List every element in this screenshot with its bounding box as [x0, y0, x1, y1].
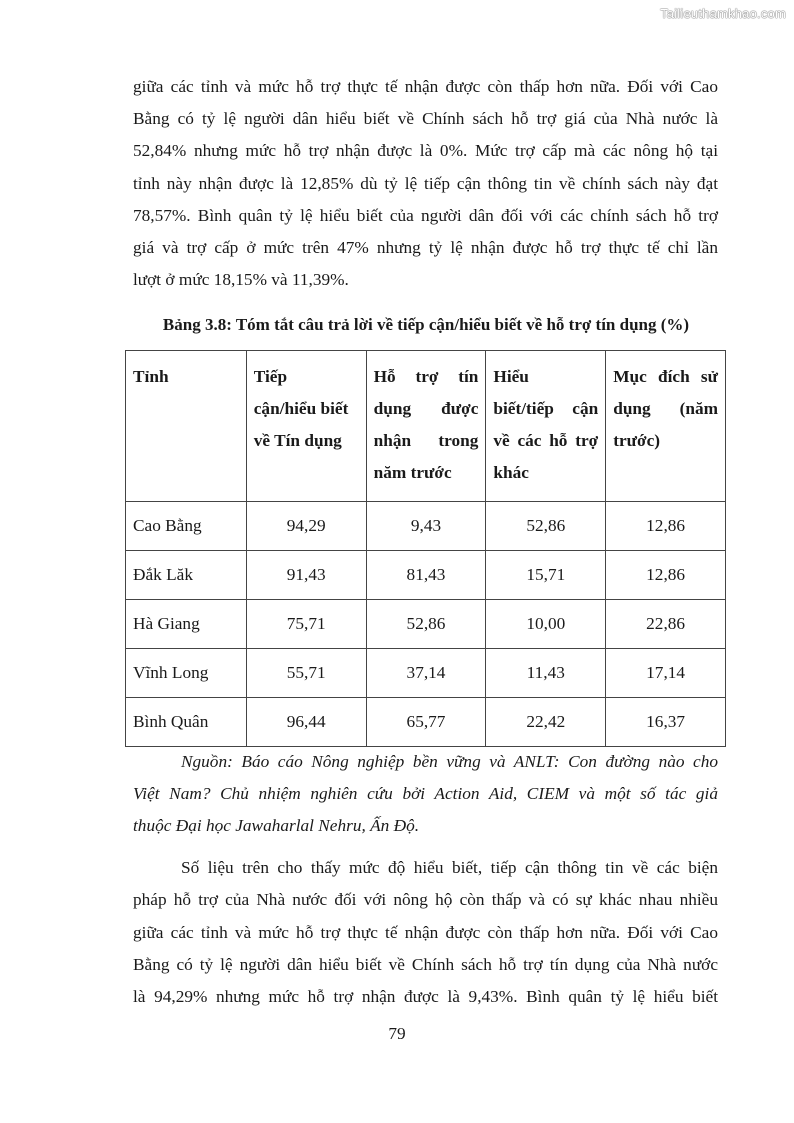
source-line: thuộc Đại học Jawaharlal Nehru, Ấn Độ.: [133, 816, 420, 836]
cell-value: 9,43: [366, 502, 486, 551]
paragraph-line: là 94,29% nhưng mức hỗ trợ nhận được là 9,43%. Bình quân tỷ lệ hiểu biết: [133, 987, 718, 1006]
paragraph-line: 78,57%. Bình quân tỷ lệ hiểu biết của người dân đối với các chính sách hỗ trợ: [133, 206, 718, 225]
paragraph-line: pháp hỗ trợ của Nhà nước đối với nông hộ còn thấp và có sự khác nhau nhiều: [133, 890, 718, 909]
watermark: Tailieuthamkhao.com: [660, 6, 786, 21]
table-row: [126, 551, 726, 600]
cell-value: 96,44: [246, 698, 366, 747]
cell-value: 16,37: [606, 698, 726, 747]
table-header-row: [126, 351, 726, 502]
cell-value: 10,00: [486, 600, 606, 649]
cell-value: 37,14: [366, 649, 486, 698]
page-number: 79: [388, 1024, 406, 1043]
cell-value: 91,43: [246, 551, 366, 600]
table-row: [126, 649, 726, 698]
cell-value: 12,86: [606, 502, 726, 551]
header-credit-received: Hỗ trợ tín dụng được nhận trong năm trước: [366, 351, 486, 502]
cell-value: 22,86: [606, 600, 726, 649]
table-source: [133, 746, 718, 843]
cell-value: 65,77: [366, 698, 486, 747]
credit-support-table: [125, 350, 726, 747]
cell-value: 81,43: [366, 551, 486, 600]
table-row: [126, 698, 726, 747]
header-usage-purpose: Mục đích sử dụng (năm trước): [606, 351, 726, 502]
source-line: Việt Nam? Chủ nhiệm nghiên cứu bởi Action Aid, CIEM và một số tác giả: [133, 784, 718, 804]
paragraph-line: giữa các tỉnh và mức hỗ trợ thực tế nhận được còn thấp hơn nữa. Đối với Cao: [133, 923, 718, 942]
cell-value: 75,71: [246, 600, 366, 649]
paragraph-line: lượt ở mức 18,15% và 11,39%.: [133, 270, 349, 289]
cell-value: 52,86: [366, 600, 486, 649]
cell-province: Đắk Lăk: [126, 551, 247, 600]
cell-value: 15,71: [486, 551, 606, 600]
table-row: [126, 600, 726, 649]
header-credit-access: Tiếp cận/hiểu biết về Tín dụng: [246, 351, 366, 502]
cell-province: Bình Quân: [126, 698, 247, 747]
paragraph-line: tỉnh này nhận được là 12,85% dù tỷ lệ tiếp cận thông tin về chính sách này đạt: [133, 174, 718, 193]
paragraph-line: giữa các tỉnh và mức hỗ trợ thực tế nhận được còn thấp hơn nữa. Đối với Cao: [133, 77, 718, 96]
cell-value: 11,43: [486, 649, 606, 698]
source-line: Nguồn: Báo cáo Nông nghiệp bền vững và ANLT: Con đường nào cho: [181, 752, 718, 771]
cell-value: 52,86: [486, 502, 606, 551]
paragraph-line: 52,84% nhưng mức hỗ trợ nhận được là 0%. Mức trợ cấp mà các nông hộ tại: [133, 141, 718, 160]
cell-value: 55,71: [246, 649, 366, 698]
cell-province: Cao Bằng: [126, 502, 247, 551]
cell-value: 94,29: [246, 502, 366, 551]
table-row: [126, 502, 726, 551]
header-other-support: Hiểu biết/tiếp cận về các hỗ trợ khác: [486, 351, 606, 502]
cell-province: Hà Giang: [126, 600, 247, 649]
cell-value: 22,42: [486, 698, 606, 747]
paragraph-line: Bằng có tỷ lệ người dân hiểu biết về Chính sách hỗ trợ tín dụng của Nhà nước: [133, 955, 718, 974]
paragraph-line: Số liệu trên cho thấy mức độ hiểu biết, tiếp cận thông tin về các biện: [181, 858, 718, 877]
cell-value: 17,14: [606, 649, 726, 698]
paragraph-line: Bằng có tỷ lệ người dân hiểu biết về Chính sách hỗ trợ giá của Nhà nước là: [133, 109, 718, 128]
header-province: Tỉnh: [126, 351, 247, 502]
cell-province: Vĩnh Long: [126, 649, 247, 698]
cell-value: 12,86: [606, 551, 726, 600]
paragraph-line: giá và trợ cấp ở mức trên 47% nhưng tỷ lệ nhận được hỗ trợ thực tế chỉ lần: [133, 238, 718, 257]
table-caption: Bảng 3.8: Tóm tắt câu trả lời về tiếp cận/hiểu biết về hỗ trợ tín dụng (%): [162, 315, 690, 334]
